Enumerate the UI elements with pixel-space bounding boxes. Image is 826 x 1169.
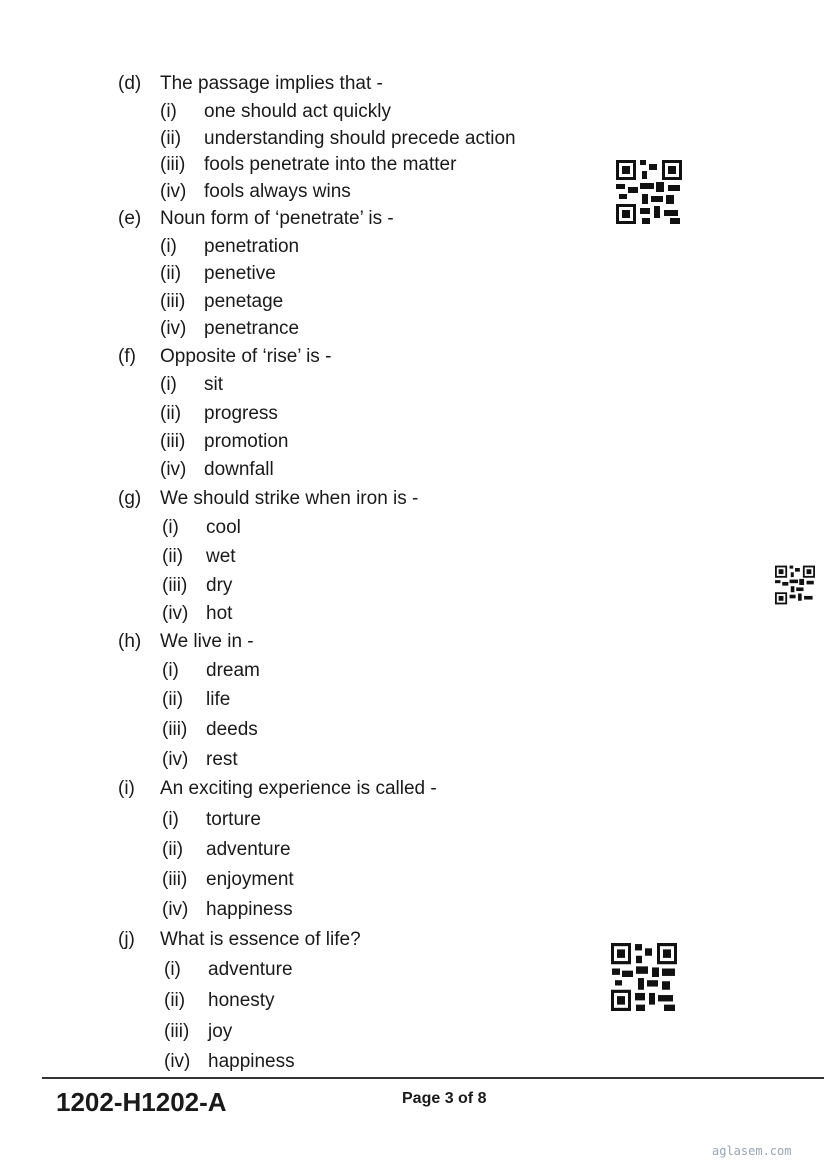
option: (i) dream — [162, 660, 260, 681]
option: (iii) joy — [164, 1021, 233, 1042]
watermark: aglasem.com — [712, 1144, 792, 1158]
question-number: (i) — [118, 778, 135, 799]
option: (iv) fools always wins — [160, 181, 351, 202]
question-number: (f) — [118, 346, 136, 367]
option: (iv) hot — [162, 603, 233, 624]
option: (i) torture — [162, 809, 261, 830]
question-text: An exciting experience is called - — [160, 778, 437, 799]
question-i — [118, 778, 437, 800]
question-h — [118, 631, 254, 653]
question-text: What is essence of life? — [160, 929, 361, 950]
qr-code-icon — [775, 565, 815, 605]
option: (iii) deeds — [162, 719, 258, 740]
question-e — [118, 208, 394, 230]
option: (i) one should act quickly — [160, 101, 391, 122]
page-number: Page 3 of 8 — [402, 1090, 487, 1107]
option: (ii) progress — [160, 403, 278, 424]
option: (iii) promotion — [160, 431, 289, 452]
option: (ii) adventure — [162, 839, 291, 860]
question-f — [118, 346, 331, 368]
option: (iii) enjoyment — [162, 869, 294, 890]
option: (ii) life — [162, 689, 231, 710]
option: (iii) fools penetrate into the matter — [160, 154, 457, 175]
question-number: (d) — [118, 73, 142, 94]
option: (ii) understanding should precede action — [160, 128, 516, 149]
option: (iv) rest — [162, 749, 238, 770]
option: (iii) penetage — [160, 291, 284, 312]
option: (ii) wet — [162, 546, 236, 567]
footer-divider — [42, 1077, 824, 1079]
question-text: We should strike when iron is - — [160, 488, 419, 509]
option: (i) sit — [160, 374, 223, 395]
option: (iv) happiness — [162, 899, 293, 920]
question-d — [118, 73, 383, 95]
qr-code-icon — [611, 943, 677, 1011]
qr-code-icon — [616, 160, 682, 224]
option: (iv) downfall — [160, 459, 274, 480]
option: (iii) dry — [162, 575, 233, 596]
option: (ii) honesty — [164, 990, 275, 1011]
question-number: (e) — [118, 208, 142, 229]
option: (ii) penetive — [160, 263, 276, 284]
question-text: The passage implies that - — [160, 73, 383, 94]
paper-code: 1202-H1202-A — [56, 1087, 227, 1117]
question-text: Opposite of ‘rise’ is - — [160, 346, 332, 367]
option: (i) cool — [162, 517, 241, 538]
option: (i) penetration — [160, 236, 300, 257]
question-g — [118, 488, 418, 510]
question-text: We live in - — [160, 631, 254, 652]
question-number: (h) — [118, 631, 142, 652]
option: (iv) happiness — [164, 1051, 295, 1072]
question-number: (j) — [118, 929, 135, 950]
question-number: (g) — [118, 488, 142, 509]
question-j — [118, 929, 361, 951]
option: (iv) penetrance — [160, 318, 300, 339]
option: (i) adventure — [164, 959, 293, 980]
question-text: Noun form of ‘penetrate’ is - — [160, 208, 394, 229]
